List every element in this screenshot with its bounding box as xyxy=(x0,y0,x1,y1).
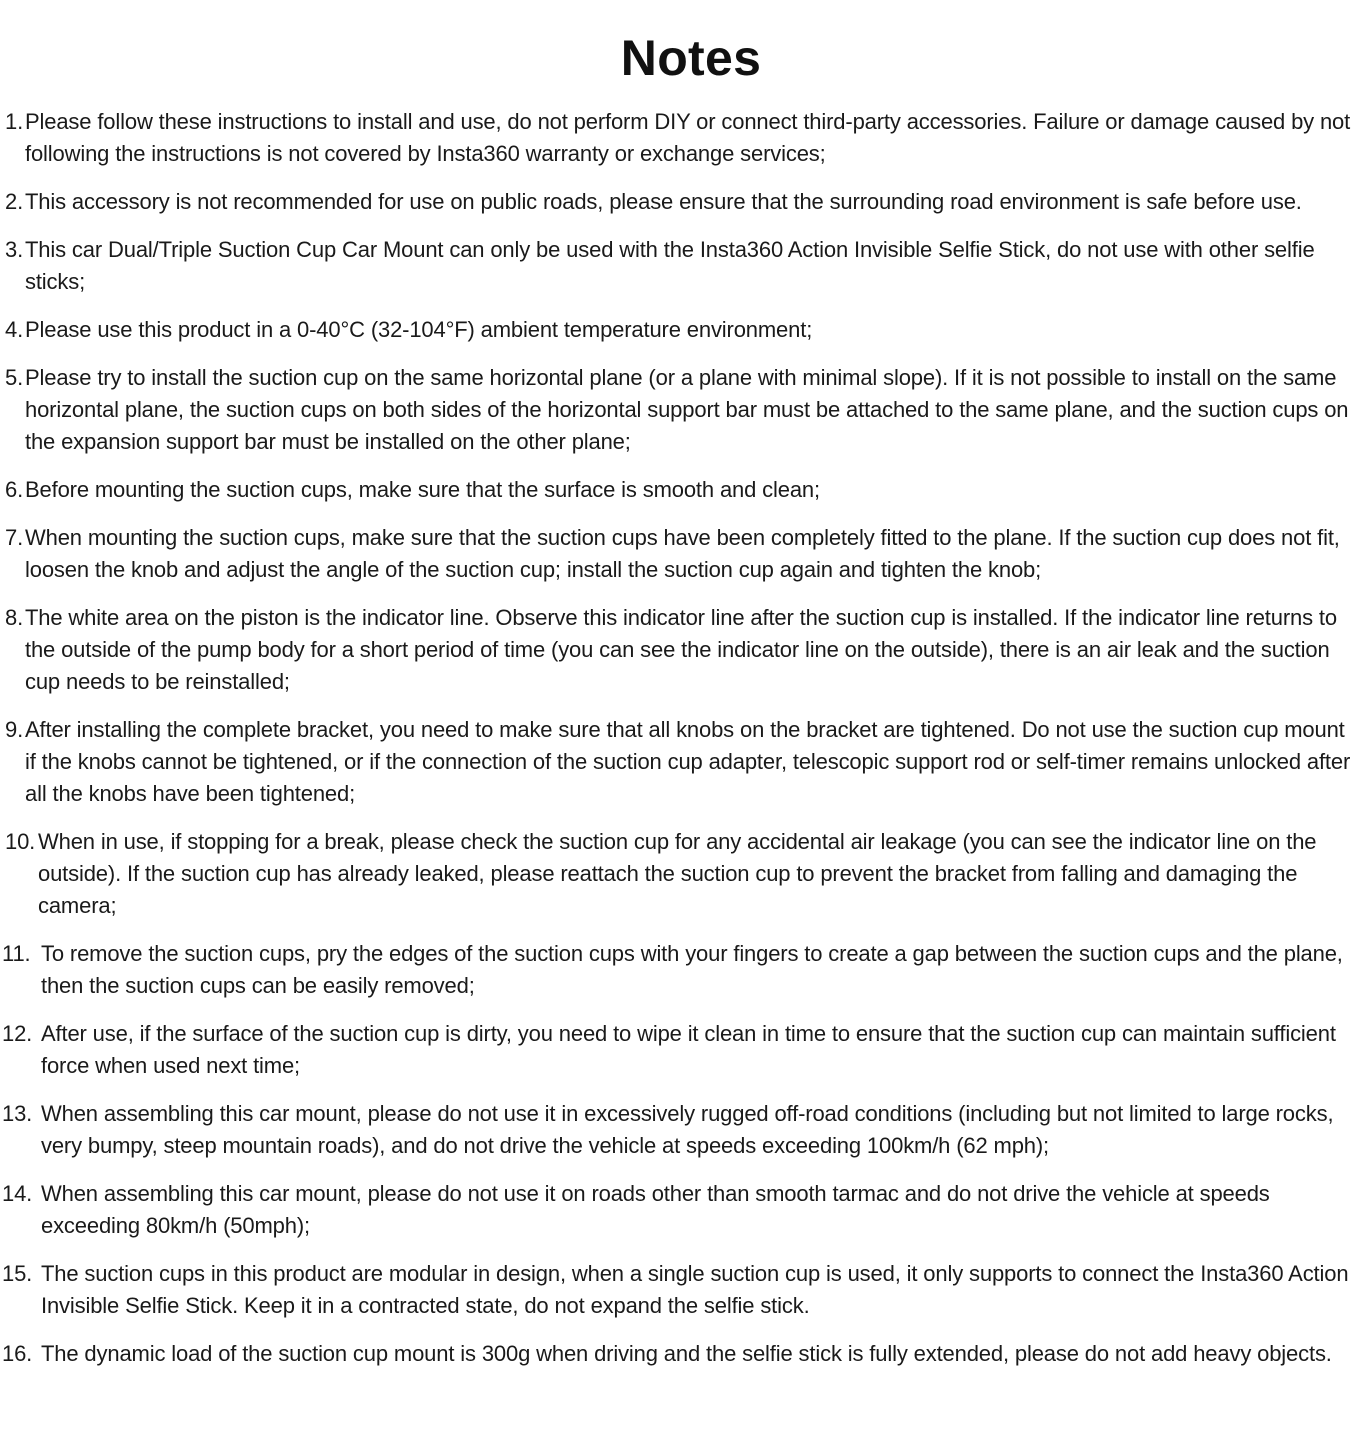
note-number: 8. xyxy=(5,605,24,630)
note-item-4 xyxy=(0,314,1360,346)
note-text: When assembling this car mount, please do not use it on roads other than smooth tarmac and do not drive the vehicle at speeds exceeding 80km/h (50mph); xyxy=(41,1181,1270,1238)
note-item-8 xyxy=(0,602,1360,698)
note-number: 1. xyxy=(5,109,24,134)
note-text: This car Dual/Triple Suction Cup Car Mount can only be used with the Insta360 Action Invisible Selfie Stick, do not use with other selfie sticks; xyxy=(25,237,1315,294)
note-number: 15. xyxy=(2,1261,33,1286)
page-title: Notes xyxy=(620,29,762,86)
note-number: 7. xyxy=(5,525,24,550)
note-item-6 xyxy=(0,474,1360,506)
note-number: 10. xyxy=(5,829,36,854)
note-text: After installing the complete bracket, you need to make sure that all knobs on the bracket are tightened. Do not use the suction cup mount if the knobs cannot be tightened, or if the connection of the suction cup adapter, telescopic support rod or self-timer remains unlocked after all the knobs have been tightened; xyxy=(25,717,1351,806)
note-item-3 xyxy=(0,234,1360,298)
note-text: Please use this product in a 0-40°C (32-104°F) ambient temperature environment; xyxy=(25,317,813,342)
note-item-5 xyxy=(0,362,1360,458)
note-text: The white area on the piston is the indicator line. Observe this indicator line after the suction cup is installed. If the indicator line returns to the outside of the pump body for a short period of time (you can see the indicator line on the outside), there is an air leak and the suction cup needs to be reinstalled; xyxy=(25,605,1337,694)
note-item-2 xyxy=(0,186,1360,218)
note-text: When mounting the suction cups, make sure that the suction cups have been completely fitted to the plane. If the suction cup does not fit, loosen the knob and adjust the angle of the suction cup; install the suction cup again and tighten the knob; xyxy=(25,525,1340,582)
note-number: 3. xyxy=(5,237,24,262)
note-number: 12. xyxy=(2,1021,33,1046)
note-number: 4. xyxy=(5,317,24,342)
note-item-16 xyxy=(0,1338,1360,1370)
note-item-9 xyxy=(0,714,1360,810)
note-text: Please follow these instructions to install and use, do not perform DIY or connect third-party accessories. Failure or damage caused by not following the instructions is not covered by Insta360 warranty or exchange services; xyxy=(25,109,1351,166)
note-item-7 xyxy=(0,522,1360,586)
note-text: When in use, if stopping for a break, please check the suction cup for any accidental air leakage (you can see the indicator line on the outside). If the suction cup has already leaked, please reattach the suction cup to prevent the bracket from falling and damaging the camera; xyxy=(38,829,1317,918)
note-text: The suction cups in this product are modular in design, when a single suction cup is used, it only supports to connect the Insta360 Action Invisible Selfie Stick. Keep it in a contracted state, do not expand the selfie stick. xyxy=(41,1261,1349,1318)
notes-list xyxy=(0,106,1360,1386)
note-item-14 xyxy=(0,1178,1360,1242)
note-text: The dynamic load of the suction cup mount is 300g when driving and the selfie stick is fully extended, please do not add heavy objects. xyxy=(41,1341,1332,1366)
note-text: Before mounting the suction cups, make sure that the surface is smooth and clean; xyxy=(25,477,820,502)
note-text: To remove the suction cups, pry the edges of the suction cups with your fingers to create a gap between the suction cups and the plane, then the suction cups can be easily removed; xyxy=(41,941,1343,998)
note-text: After use, if the surface of the suction cup is dirty, you need to wipe it clean in time to ensure that the suction cup can maintain sufficient force when used next time; xyxy=(41,1021,1336,1078)
note-text: This accessory is not recommended for use on public roads, please ensure that the surrounding road environment is safe before use. xyxy=(25,189,1302,214)
note-number: 11. xyxy=(2,941,31,966)
note-text: When assembling this car mount, please do not use it in excessively rugged off-road conditions (including but not limited to large rocks, very bumpy, steep mountain roads), and do not drive the vehicle at speeds exceeding 100km/h (62 mph); xyxy=(41,1101,1334,1158)
note-number: 6. xyxy=(5,477,24,502)
note-item-12 xyxy=(0,1018,1360,1082)
note-number: 16. xyxy=(2,1341,33,1366)
note-number: 5. xyxy=(5,365,24,390)
note-item-11 xyxy=(0,938,1360,1002)
note-number: 13. xyxy=(2,1101,33,1126)
note-item-1 xyxy=(0,106,1360,170)
note-number: 9. xyxy=(5,717,24,742)
note-text: Please try to install the suction cup on the same horizontal plane (or a plane with minimal slope). If it is not possible to install on the same horizontal plane, the suction cups on both sides of the horizontal support bar must be attached to the same plane, and the suction cups on the expansion support bar must be installed on the other plane; xyxy=(25,365,1349,454)
note-item-15 xyxy=(0,1258,1360,1322)
note-number: 2. xyxy=(5,189,24,214)
note-item-13 xyxy=(0,1098,1360,1162)
note-number: 14. xyxy=(2,1181,33,1206)
note-item-10 xyxy=(0,826,1360,922)
